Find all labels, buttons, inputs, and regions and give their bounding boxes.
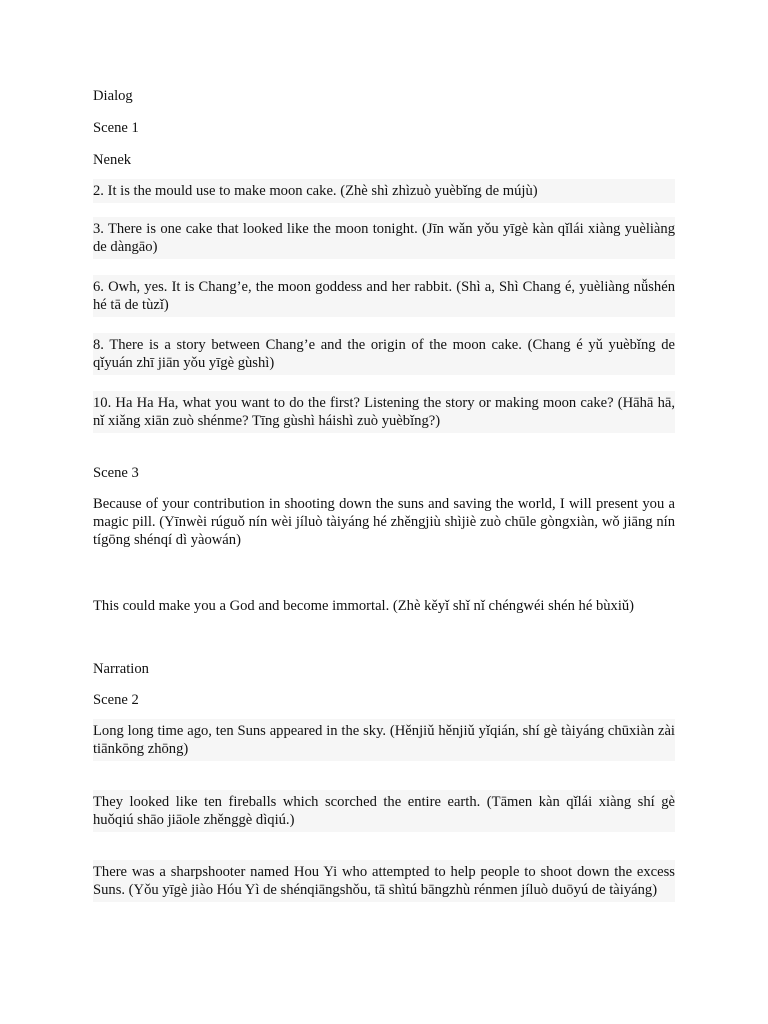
- narration-line-text: Long long time ago, ten Suns appeared in the sky. (Hěnjiǔ hěnjiǔ yǐqián, shí gè tàiyáng chūxiàn zài tiānkōng zhōng): [93, 723, 675, 757]
- narration-line-3: [93, 860, 675, 902]
- scene3-line-text: This could make you a God and become immortal. (Zhè kěyǐ shǐ nǐ chéngwéi shén hé bùxiǔ): [93, 598, 635, 614]
- scene3-line-2: [93, 594, 675, 618]
- dialog-line-text: 8. There is a story between Chang’e and the origin of the moon cake. (Chang é yǔ yuèbǐng de qǐyuán zhī jiān yǒu yīgè gùshì): [93, 337, 675, 371]
- dialog-line-6: [93, 275, 675, 317]
- dialog-line-10: [93, 391, 675, 433]
- narration-line-text: They looked like ten fireballs which scorched the entire earth. (Tāmen kàn qǐlái xiàng shí gè huǒqiú shāo jiāole zhěnggè dìqiú.): [93, 794, 675, 828]
- narration-line-text: There was a sharpshooter named Hou Yi who attempted to help people to shoot down the excess Suns. (Yǒu yīgè jiào Hóu Yì de shénqiāngshǒu, tā shìtú bāngzhù rénmen jíluò duōyú de tàiyáng): [93, 864, 675, 898]
- heading-narration: Narration: [93, 661, 149, 677]
- dialog-line-text: 6. Owh, yes. It is Chang’e, the moon goddess and her rabbit. (Shì a, Shì Chang é, yuèliàng nǚshén hé tā de tùzǐ): [93, 279, 675, 313]
- heading-scene-3: Scene 3: [93, 465, 139, 481]
- heading-nenek: Nenek: [93, 152, 132, 168]
- dialog-line-text: 10. Ha Ha Ha, what you want to do the first? Listening the story or making moon cake? (Hāhā hā, nǐ xiǎng xiān zuò shénme? Tīng gùshì háishì zuò yuèbǐng?): [93, 395, 675, 429]
- scene3-line-1: [93, 492, 675, 552]
- heading-scene-2: Scene 2: [93, 692, 139, 708]
- narration-line-2: [93, 790, 675, 832]
- dialog-line-text: 2. It is the mould use to make moon cake. (Zhè shì zhìzuò yuèbǐng de mújù): [93, 183, 538, 199]
- dialog-line-3: [93, 217, 675, 259]
- scene3-line-text: Because of your contribution in shooting down the suns and saving the world, I will present you a magic pill. (Yīnwèi rúguǒ nín wèi jíluò tàiyáng hé zhěngjiù shìjiè zuò chūle gòngxiàn, wǒ jiāng nín tígōng shénqí dì yàowán): [93, 496, 675, 548]
- heading-dialog: Dialog: [93, 88, 133, 104]
- dialog-line-8: [93, 333, 675, 375]
- dialog-line-2: [93, 179, 675, 203]
- heading-scene-1: Scene 1: [93, 120, 139, 136]
- narration-line-1: [93, 719, 675, 761]
- dialog-line-text: 3. There is one cake that looked like the moon tonight. (Jīn wǎn yǒu yīgè kàn qǐlái xiàng yuèliàng de dàngāo): [93, 221, 675, 255]
